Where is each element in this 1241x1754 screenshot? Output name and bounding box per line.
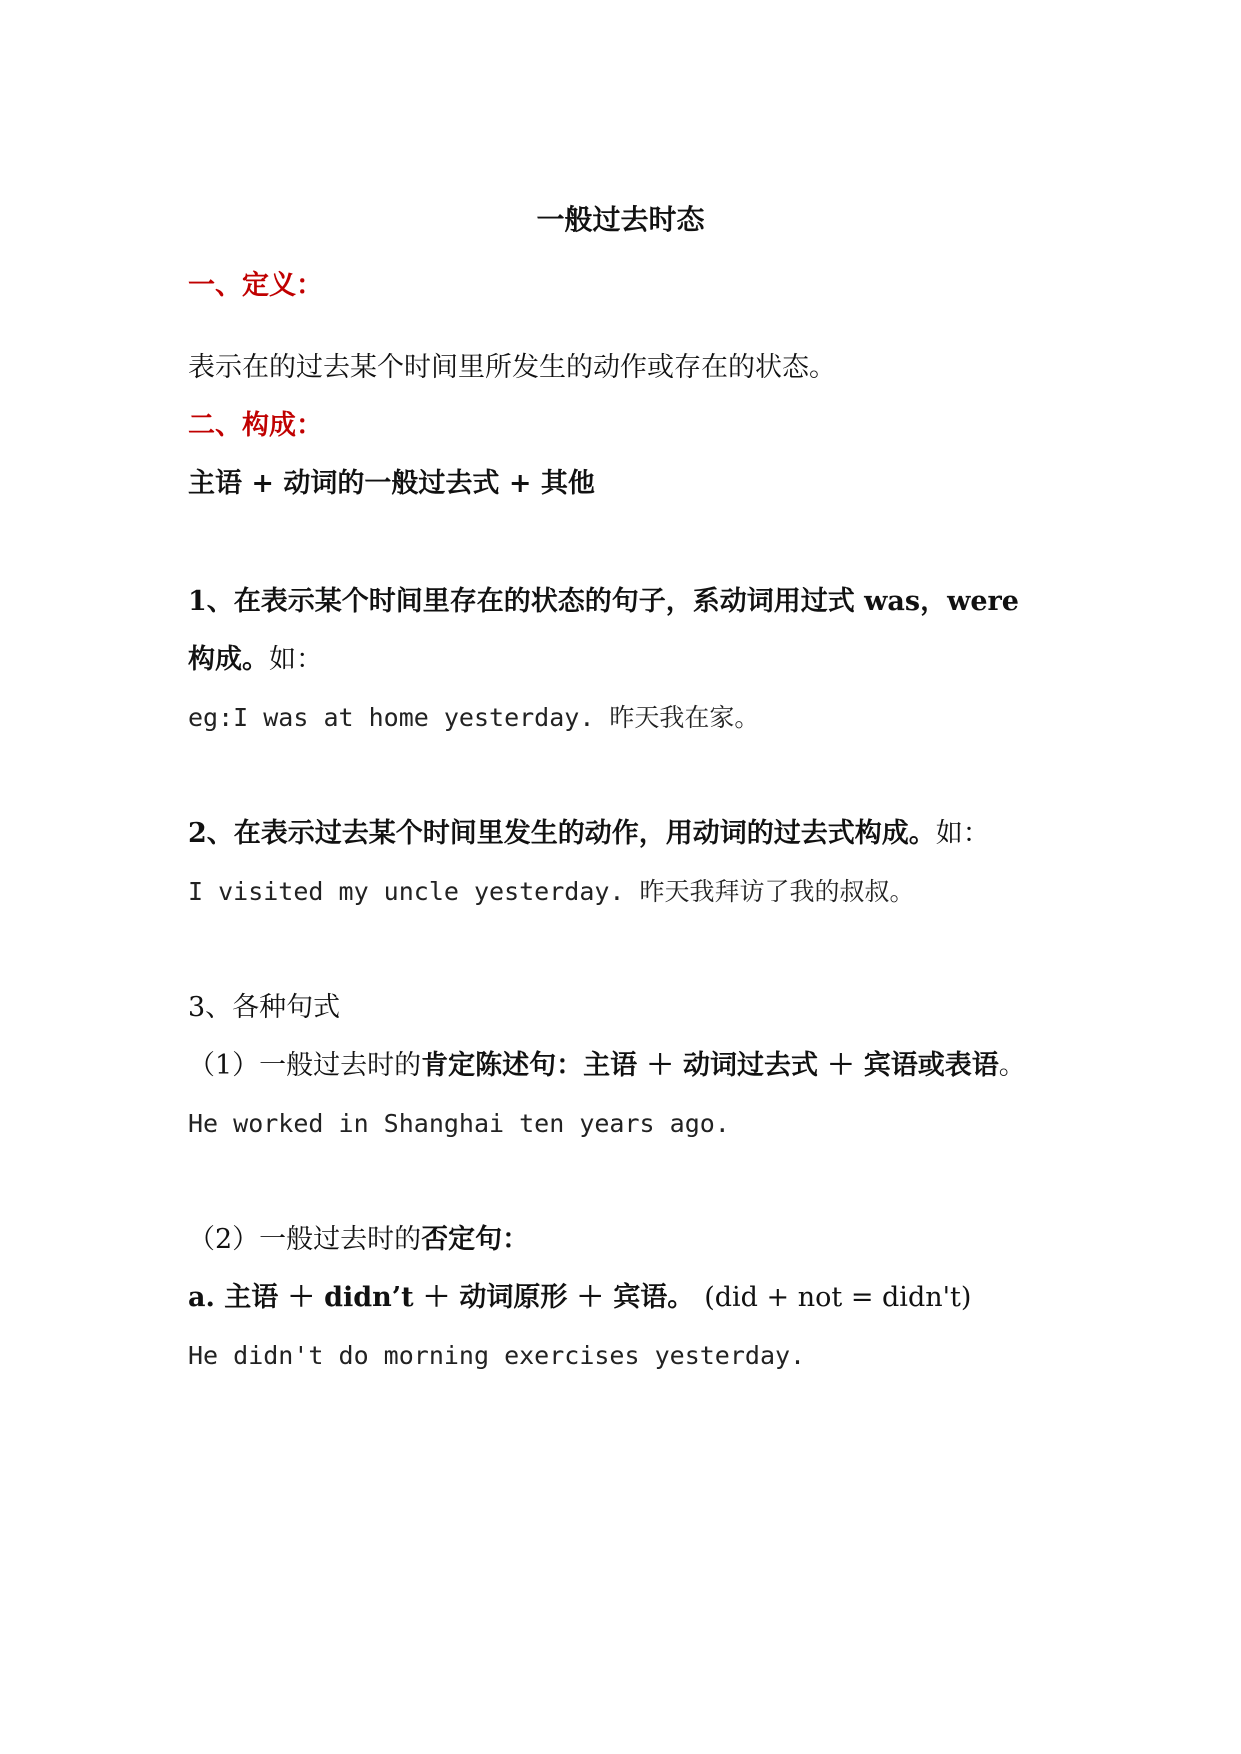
sentence-type-2-bold: 否定句： <box>421 1224 530 1255</box>
section-heading-structure: 二、构成： <box>188 410 323 441</box>
point-1-line-2-bold: 构成。 <box>188 644 269 675</box>
structure-formula: 主语 + 动词的一般过去式 + 其他 <box>188 468 595 499</box>
point-2-normal: 如： <box>935 818 990 849</box>
sentence-type-2 <box>188 1222 529 1258</box>
point-1-line-2-normal: 如： <box>269 644 323 675</box>
sentence-type-2a-bold: a. 主语 ＋ didn’t ＋ 动词原形 ＋ 宾语。 <box>188 1282 695 1313</box>
point-2-bold: 2、在表示过去某个时间里发生的动作，用动词的过去式构成。 <box>188 818 936 849</box>
example-1: eg:I was at home yesterday. 昨天我在家。 <box>188 703 760 732</box>
sentence-type-1-end: 。 <box>998 1050 1026 1081</box>
point-1-line-2 <box>188 642 323 678</box>
example-2: I visited my uncle yesterday. 昨天我拜访了我的叔叔。 <box>188 877 915 906</box>
sentence-type-1-normal: （1）一般过去时的 <box>188 1050 422 1081</box>
sentence-type-2-normal: （2）一般过去时的 <box>188 1224 422 1255</box>
sentence-type-2a <box>188 1280 971 1316</box>
definition-text: 表示在的过去某个时间里所发生的动作或存在的状态。 <box>188 352 836 383</box>
sentence-type-1 <box>188 1048 1026 1084</box>
point-3: 3、各种句式 <box>188 992 341 1023</box>
example-4: He didn't do morning exercises yesterday. <box>188 1341 806 1370</box>
example-3: He worked in Shanghai ten years ago. <box>188 1109 730 1138</box>
sentence-type-1-bold: 肯定陈述句：主语 ＋ 动词过去式 ＋ 宾语或表语 <box>421 1050 999 1081</box>
section-heading-definition: 一、定义： <box>188 270 323 301</box>
page-title: 一般过去时态 <box>536 203 705 236</box>
point-1-line-1: 1、在表示某个时间里存在的状态的句子，系动词用过式 was，were <box>188 586 1019 617</box>
point-2 <box>188 816 990 852</box>
sentence-type-2a-note: (did + not = didn't) <box>704 1282 972 1313</box>
